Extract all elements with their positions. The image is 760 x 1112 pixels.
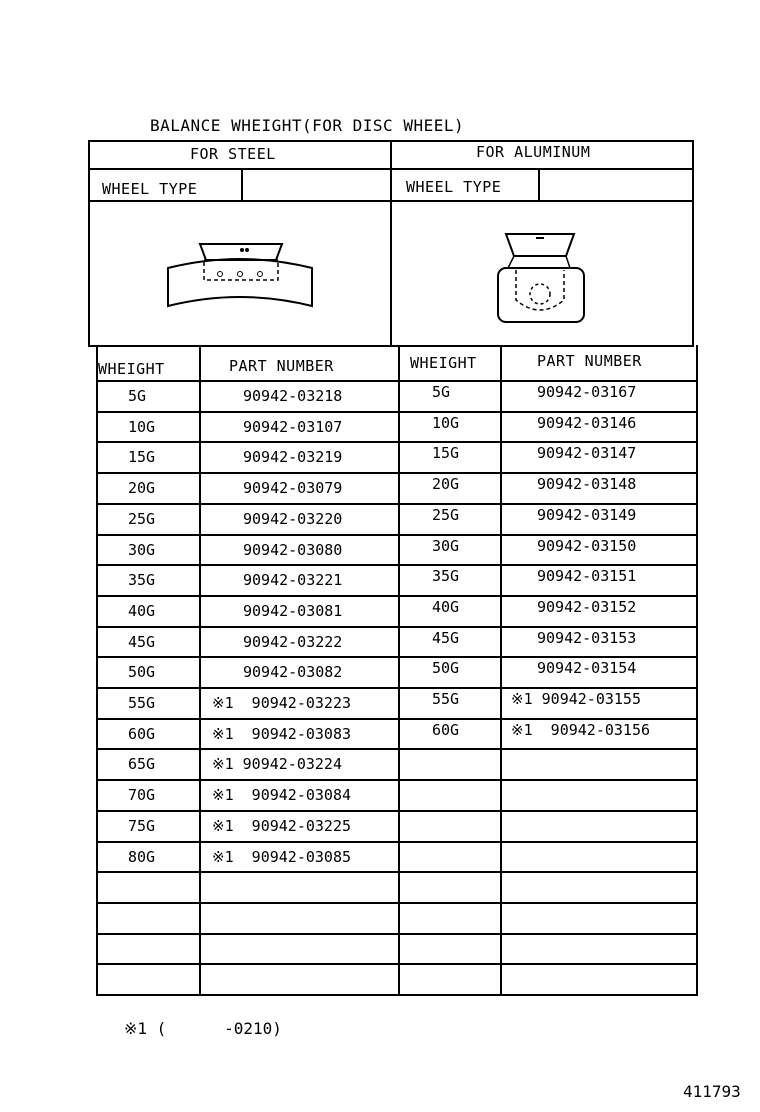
steel-part-number-cell: ※1 90942-03085 xyxy=(212,848,351,866)
aluminum-part-number-cell: 90942-03148 xyxy=(537,475,637,493)
aluminum-part-number-cell: 90942-03146 xyxy=(537,414,637,432)
page-title: BALANCE WHEIGHT(FOR DISC WHEEL) xyxy=(150,116,465,135)
steel-weight-cell: 35G xyxy=(128,571,156,589)
grid-line xyxy=(96,994,698,996)
steel-part-number-cell: 90942-03220 xyxy=(243,510,343,528)
footnote: ※1 ( -0210) xyxy=(124,1019,282,1038)
steel-weight-cell: 50G xyxy=(128,663,156,681)
aluminum-part-number-cell: 90942-03152 xyxy=(537,598,637,616)
aluminum-weight-cell: 25G xyxy=(432,506,460,524)
steel-part-number-cell: 90942-03081 xyxy=(243,602,343,620)
aluminum-header: FOR ALUMINUM xyxy=(476,143,591,161)
grid-line xyxy=(96,963,698,965)
steel-part-number-cell: 90942-03221 xyxy=(243,571,343,589)
steel-weight-cell: 55G xyxy=(128,694,156,712)
aluminum-weight-cell: 60G xyxy=(432,721,460,739)
steel-weight-cell: 40G xyxy=(128,602,156,620)
steel-wheel-type-label: WHEEL TYPE xyxy=(102,180,198,198)
steel-weight-cell: 25G xyxy=(128,510,156,528)
grid-line xyxy=(96,441,698,443)
aluminum-part-number-cell: 90942-03150 xyxy=(537,537,637,555)
aluminum-weight-cell: 55G xyxy=(432,690,460,708)
aluminum-part-number-cell: 90942-03167 xyxy=(537,383,637,401)
steel-header: FOR STEEL xyxy=(190,145,276,163)
grid-line xyxy=(96,841,698,843)
steel-weight-cell: 15G xyxy=(128,448,156,466)
document-number: 411793 xyxy=(683,1082,741,1101)
aluminum-wheel-type-label: WHEEL TYPE xyxy=(406,178,502,196)
grid-line xyxy=(96,718,698,720)
aluminum-weight-cell: 50G xyxy=(432,659,460,677)
aluminum-weight-cell: 5G xyxy=(432,383,451,401)
steel-part-number-cell: 90942-03082 xyxy=(243,663,343,681)
steel-part-number-cell: 90942-03222 xyxy=(243,633,343,651)
steel-weight-cell: 80G xyxy=(128,848,156,866)
steel-weight-cell: 20G xyxy=(128,479,156,497)
steel-part-number-cell: ※1 90942-03224 xyxy=(212,755,342,773)
grid-line xyxy=(96,595,698,597)
aluminum-part-number-cell: 90942-03154 xyxy=(537,659,637,677)
grid-line xyxy=(96,779,698,781)
steel-part-number-cell: 90942-03080 xyxy=(243,541,343,559)
steel-weight-cell: 10G xyxy=(128,418,156,436)
steel-part-number-cell: 90942-03107 xyxy=(243,418,343,436)
steel-weight-cell: 65G xyxy=(128,755,156,773)
steel-part-number-cell: 90942-03218 xyxy=(243,387,343,405)
aluminum-weight-cell: 10G xyxy=(432,414,460,432)
grid-line xyxy=(96,810,698,812)
steel-col-weight: WHEIGHT xyxy=(98,360,165,378)
aluminum-weight-cell: 30G xyxy=(432,537,460,555)
grid-line xyxy=(96,564,698,566)
steel-weight-cell: 5G xyxy=(128,387,147,405)
grid-line xyxy=(96,656,698,658)
grid-line xyxy=(96,933,698,935)
grid-line xyxy=(96,534,698,536)
grid-line xyxy=(96,871,698,873)
steel-part-number-cell: ※1 90942-03084 xyxy=(212,786,351,804)
aluminum-weight-illustration xyxy=(492,226,592,330)
steel-part-number-cell: 90942-03079 xyxy=(243,479,343,497)
steel-weight-cell: 70G xyxy=(128,786,156,804)
grid-line xyxy=(96,380,698,382)
aluminum-col-part: PART NUMBER xyxy=(537,352,642,370)
aluminum-weight-cell: 20G xyxy=(432,475,460,493)
aluminum-part-number-cell: 90942-03151 xyxy=(537,567,637,585)
steel-part-number-cell: ※1 90942-03223 xyxy=(212,694,351,712)
aluminum-weight-cell: 45G xyxy=(432,629,460,647)
aluminum-col-weight: WHEIGHT xyxy=(410,354,477,372)
steel-weight-illustration xyxy=(160,236,320,316)
grid-line xyxy=(96,748,698,750)
grid-line xyxy=(96,472,698,474)
aluminum-part-number-cell: 90942-03147 xyxy=(537,444,637,462)
grid-line xyxy=(96,687,698,689)
grid-line xyxy=(96,902,698,904)
aluminum-weight-cell: 35G xyxy=(432,567,460,585)
steel-weight-cell: 75G xyxy=(128,817,156,835)
aluminum-part-number-cell: ※1 90942-03156 xyxy=(511,721,650,739)
aluminum-part-number-cell: ※1 90942-03155 xyxy=(511,690,641,708)
steel-weight-cell: 60G xyxy=(128,725,156,743)
grid-line xyxy=(96,411,698,413)
steel-part-number-cell: ※1 90942-03225 xyxy=(212,817,351,835)
steel-part-number-cell: ※1 90942-03083 xyxy=(212,725,351,743)
grid-line xyxy=(96,503,698,505)
steel-weight-cell: 30G xyxy=(128,541,156,559)
steel-part-number-cell: 90942-03219 xyxy=(243,448,343,466)
grid-line xyxy=(96,626,698,628)
aluminum-weight-cell: 40G xyxy=(432,598,460,616)
aluminum-part-number-cell: 90942-03153 xyxy=(537,629,637,647)
aluminum-weight-cell: 15G xyxy=(432,444,460,462)
aluminum-part-number-cell: 90942-03149 xyxy=(537,506,637,524)
steel-weight-cell: 45G xyxy=(128,633,156,651)
steel-col-part: PART NUMBER xyxy=(229,357,334,375)
